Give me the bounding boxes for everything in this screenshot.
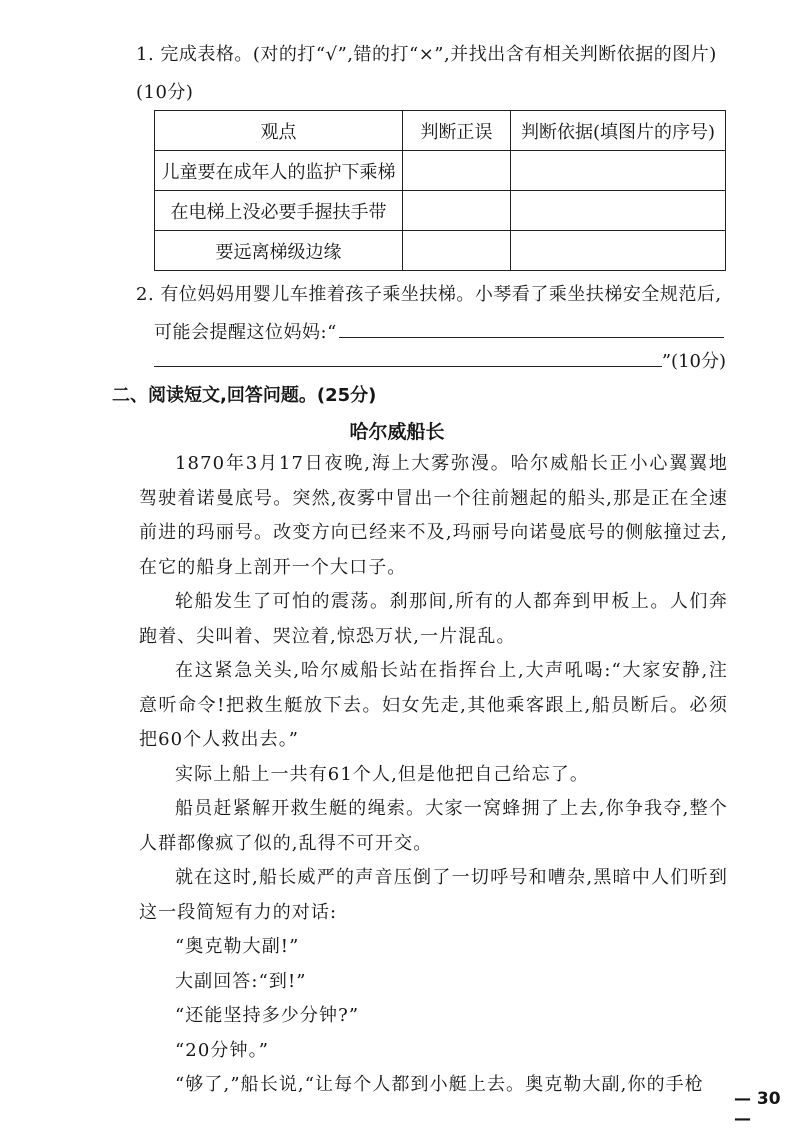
story-paragraph: 大副回答:“到!” [175, 970, 307, 992]
header-viewpoint: 观点 [155, 111, 403, 151]
story-paragraph: “奥克勒大副!” [175, 936, 300, 957]
judgment-table [154, 110, 726, 271]
question-2-line3 [154, 342, 726, 381]
question-2-suffix: ”(10分) [661, 351, 726, 372]
header-evidence: 判断依据(填图片的序号) [511, 111, 726, 151]
story-paragraph: 在这紧急关头,哈尔威船长站在指挥台上,大声吼喝:“大家安静,注意听命令!把救生艇放下去。妇女先走,其他乘客跟上,船员断后。必须把60个人救出去。” [139, 660, 728, 750]
story-paragraph: 实际上船上一共有61个人,但是他把自己给忘了。 [175, 763, 589, 785]
story-body [139, 447, 728, 1103]
story-paragraph: 船员赶紧解开救生艇的绳索。大家一窝蜂拥了上去,你争我夺,整个人群都像疯了似的,乱得不可开交。 [139, 798, 728, 854]
answer-blank-line-2[interactable] [154, 342, 662, 367]
page-number: — 30 — [734, 1089, 781, 1129]
viewpoint-cell: 在电梯上没必要手握扶手带 [155, 191, 403, 231]
viewpoint-cell: 要远离梯级边缘 [155, 231, 403, 271]
correctness-answer-cell[interactable] [403, 231, 511, 271]
story-title: 哈尔威船长 [349, 421, 445, 443]
answer-blank-line-1[interactable] [339, 315, 724, 338]
question-2-line1: 2. 有位妈妈用婴儿车推着孩子乘坐扶梯。小琴看了乘坐扶梯安全规范后, [136, 284, 722, 305]
question-2 [136, 276, 726, 352]
story-paragraph: 1870年3月17日夜晚,海上大雾弥漫。哈尔威船长正小心翼翼地驾驶着诺曼底号。突然,夜雾中冒出一个往前翘起的船头,那是正在全速前进的玛丽号。改变方向已经来不及,玛丽号向诺曼底号的侧舷撞过去,在它的船身上剖开一个大口子。 [139, 453, 728, 578]
story-paragraph: “20分钟。” [175, 1039, 270, 1061]
evidence-answer-cell[interactable] [511, 191, 726, 231]
table-row [155, 231, 726, 271]
correctness-answer-cell[interactable] [403, 191, 511, 231]
correctness-answer-cell[interactable] [403, 151, 511, 191]
question-1: 1. 完成表格。(对的打“√”,错的打“×”,并找出含有相关判断依据的图片)(10分) [136, 44, 717, 103]
table-row [155, 151, 726, 191]
question-2-prefix: 可能会提醒这位妈妈:“ [154, 322, 337, 343]
evidence-answer-cell[interactable] [511, 151, 726, 191]
story-paragraph: 就在这时,船长威严的声音压倒了一切呼号和嘈杂,黑暗中人们听到这一段简短有力的对话: [139, 867, 728, 923]
viewpoint-cell: 儿童要在成年人的监护下乘梯 [155, 151, 403, 191]
story-paragraph: “还能坚持多少分钟?” [175, 1005, 360, 1026]
header-correctness: 判断正误 [403, 111, 511, 151]
evidence-answer-cell[interactable] [511, 231, 726, 271]
story-paragraph: 轮船发生了可怕的震荡。刹那间,所有的人都奔到甲板上。人们奔跑着、尖叫着、哭泣着,惊恐万状,一片混乱。 [139, 591, 728, 647]
story-paragraph: “够了,”船长说,“让每个人都到小艇上去。奥克勒大副,你的手枪 [175, 1074, 704, 1095]
table-row [155, 191, 726, 231]
section-heading: 二、阅读短文,回答问题。(25分) [112, 385, 377, 406]
table-header-row [155, 111, 726, 151]
